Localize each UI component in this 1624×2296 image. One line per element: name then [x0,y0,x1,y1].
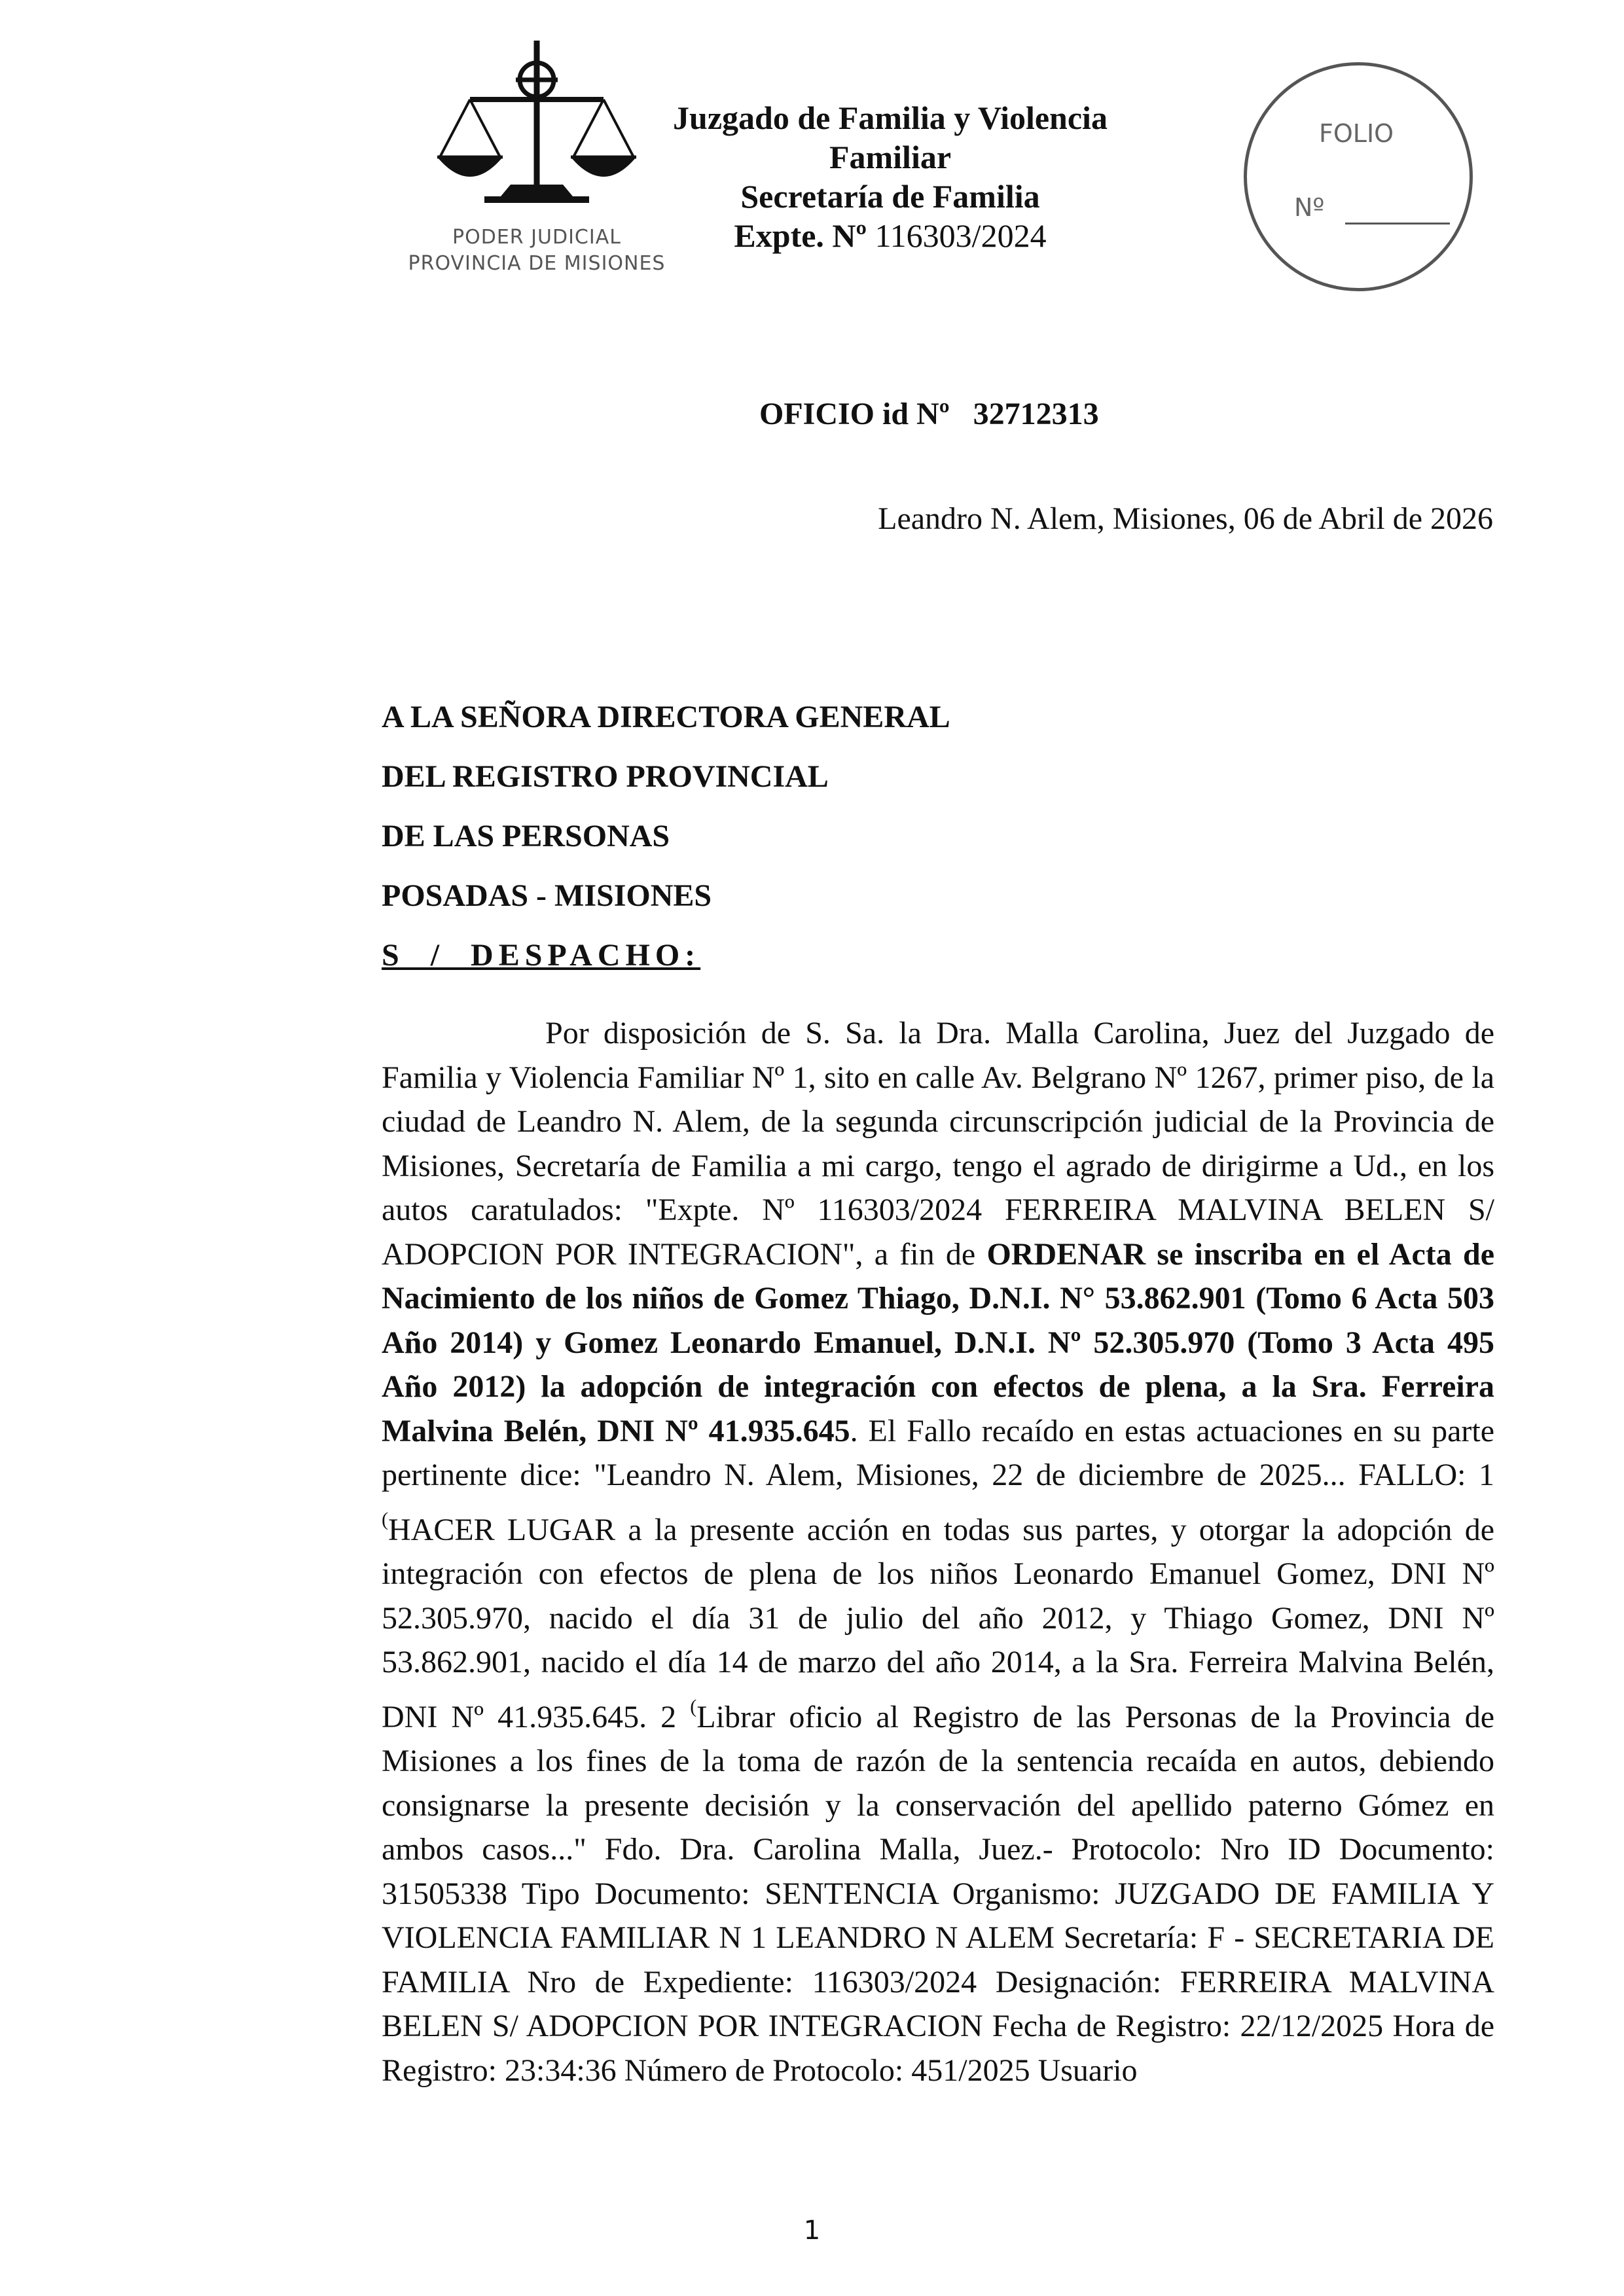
folio-label: FOLIO [1319,119,1394,148]
fallo-text-c: Librar oficio al Registro de las Personas de la Provincia de Misiones a los fines de la toma de razón de la sentencia recaída en autos, debiendo consignarse la presente decisión y la conservación del apellido paterno Gómez en ambos casos..." Fdo. Dra. Carolina Malla, Juez.- Protocolo: Nro ID Documento: 31505338 Tipo Documento: SENTENCIA Organismo: JUZGADO DE FAMILIA Y VIOLENCIA FAMILIAR N 1 LEANDRO N ALEM Secretaría: F - SECRETARIA DE FAMILIA Nro de Expediente: 116303/2024 Designación: FERREIRA MALVINA BELEN S/ ADOPCION POR INTEGRACION Fecha de Registro: 22/12/2025 Hora de Registro: 23:34:36 Número de Protocolo: 451/2025 Usuario [382,1699,1495,2088]
order-text: ORDENAR se inscriba en el Acta de Nacimiento de los niños de Gomez Thiago, D.N.I. N° 53.862.901 (Tomo 6 Acta 503 Año 2014) y Gomez Leonardo Emanuel, D.N.I. Nº 52.305.970 (Tomo 3 Acta 495 Año 2012) la adopción de integración con efectos de plena, a la Sra. Ferreira Malvina Belén, DNI Nº 41.935.645 [382,1236,1495,1448]
folio-stamp [1244,62,1473,291]
fallo-text-a: . El Fallo recaído en estas actuaciones en su parte pertinente dice: "Leandro N. Alem, Misiones, 22 de diciembre de 2025... FALLO: 1 [382,1413,1494,1492]
expte-number: 116303/2024 [875,217,1047,254]
court-logo [406,39,668,288]
intro-text: Por disposición de S. Sa. la Dra. Malla Carolina, Juez del Juzgado de Familia y Violencia Familiar Nº 1, sito en calle Av. Belgrano Nº 1267, primer piso, de la ciudad de Leandro N. Alem, de la segunda circunscripción judicial de la Provincia de Misiones, Secretaría de Familia a mi cargo, tengo el agrado de dirigirme a Ud., en los autos caratulados: "Expte. Nº 116303/2024 FERREIRA MALVINA BELEN S/ ADOPCION POR INTEGRACION", a fin de [382,1016,1494,1272]
logo-line-provincia: PROVINCIA DE MISIONES [408,252,666,275]
oficio-label: OFICIO id Nº [759,397,950,431]
body-text [382,1011,1494,2092]
addressee-line: POSADAS - MISIONES [382,878,712,913]
court-name-line2: Familiar [829,139,952,175]
folio-number-label: Nº [1294,193,1325,222]
addressee-block [382,687,950,985]
addressee-line: DE LAS PERSONAS [382,819,670,853]
place-date: Leandro N. Alem, Misiones, 06 de Abril de 2026 [878,501,1493,536]
scales-of-justice-icon [432,39,641,223]
addressee-line: A LA SEÑORA DIRECTORA GENERAL [382,700,950,734]
oficio-number: 32712313 [973,397,1099,431]
despacho-line: S / DESPACHO: [382,938,701,973]
court-name-line1: Juzgado de Familia y Violencia [673,99,1108,136]
secretaria-line: Secretaría de Familia [740,178,1040,215]
expte-line [655,216,1126,255]
body-paragraph [382,1011,1494,2092]
fallo-mark-1: ( [382,1508,388,1530]
court-header [655,98,1126,255]
logo-line-poder-judicial: PODER JUDICIAL [452,226,621,249]
expte-label: Expte. Nº [734,217,867,254]
folio-blank-line [1345,223,1450,224]
fallo-mark-2: ( [690,1695,697,1717]
oficio-heading [759,396,1099,432]
addressee-line: DEL REGISTRO PROVINCIAL [382,759,829,794]
fallo-text-b: HACER LUGAR a la presente acción en todas sus partes, y otorgar la adopción de integración con efectos de plena de los niños Leonardo Emanuel Gomez, DNI Nº 52.305.970, nacido el día 31 de julio del año 2012, y Thiago Gomez, DNI Nº 53.862.901, nacido el día 14 de marzo del año 2014, a la Sra. Ferreira Malvina Belén, DNI Nº 41.935.645. 2 [382,1512,1494,1734]
page-number: 1 [803,2215,821,2246]
